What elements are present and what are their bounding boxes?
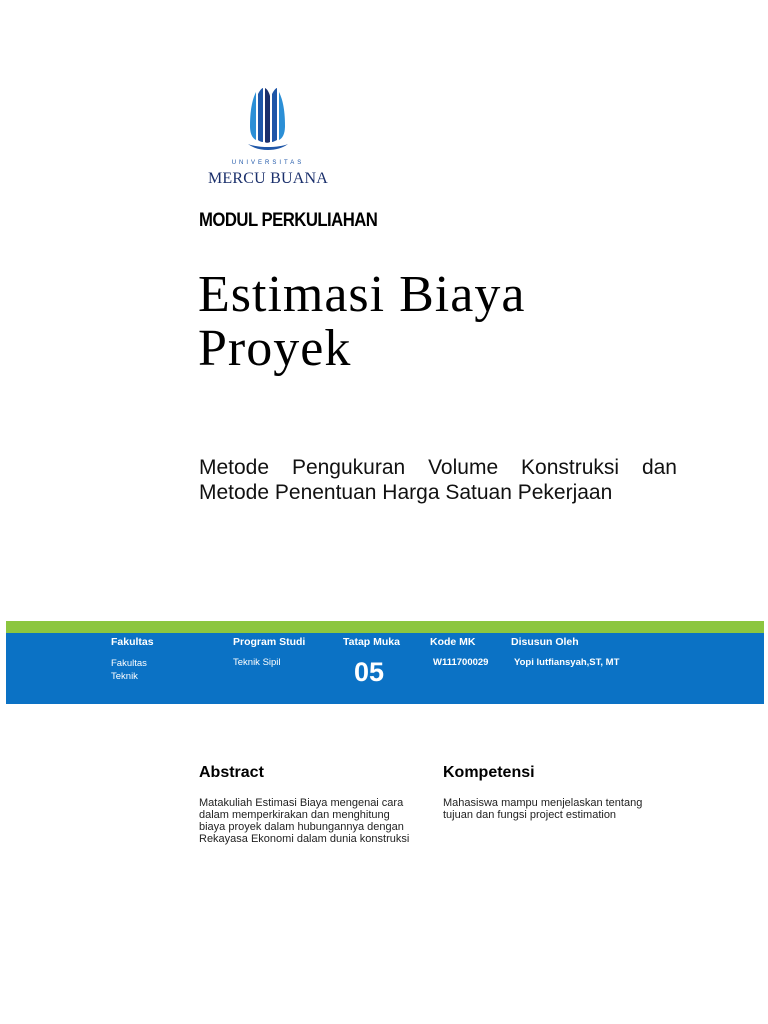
title-line-1: Estimasi Biaya xyxy=(198,266,526,323)
modul-label: MODUL PERKULIAHAN xyxy=(199,210,378,231)
program-studi-header: Program Studi xyxy=(233,636,306,648)
logo-name-text: MERCU BUANA xyxy=(208,170,328,187)
fakultas-header: Fakultas xyxy=(111,636,154,648)
document-subtitle: Metode Pengukuran Volume Konstruksi dan Metode Penentuan Harga Satuan Pekerjaan xyxy=(199,456,677,504)
university-logo xyxy=(200,88,336,194)
disusun-oleh-value: Yopi lutfiansyah,ST, MT xyxy=(514,657,620,668)
document-title xyxy=(198,268,698,376)
tatap-muka-header: Tatap Muka xyxy=(343,636,400,648)
abstract-title: Abstract xyxy=(199,764,264,781)
program-studi-value: Teknik Sipil xyxy=(233,657,281,668)
title-line-2: Proyek xyxy=(198,320,352,377)
fakultas-value-line-2: Teknik xyxy=(111,671,138,682)
kode-mk-value: W111700029 xyxy=(433,657,489,668)
disusun-oleh-header: Disusun Oleh xyxy=(511,636,579,648)
abstract-body: Matakuliah Estimasi Biaya mengenai cara dalam memperkirakan dan menghitung biaya proyek dalam hubungannya dengan Rekayasa Ekonomi dalam dunia konstruksi xyxy=(199,797,410,845)
info-band-green-strip xyxy=(6,621,764,633)
mercu-buana-emblem-icon xyxy=(244,88,292,158)
tatap-muka-value: 05 xyxy=(354,657,385,687)
fakultas-value-line-1: Fakultas xyxy=(111,658,147,669)
kompetensi-body: Mahasiswa mampu menjelaskan tentang tujuan dan fungsi project estimation xyxy=(443,797,643,821)
kompetensi-title: Kompetensi xyxy=(443,764,535,781)
fakultas-value xyxy=(111,657,147,683)
kode-mk-header: Kode MK xyxy=(430,636,476,648)
logo-universitas-text: UNIVERSITAS xyxy=(231,160,305,166)
